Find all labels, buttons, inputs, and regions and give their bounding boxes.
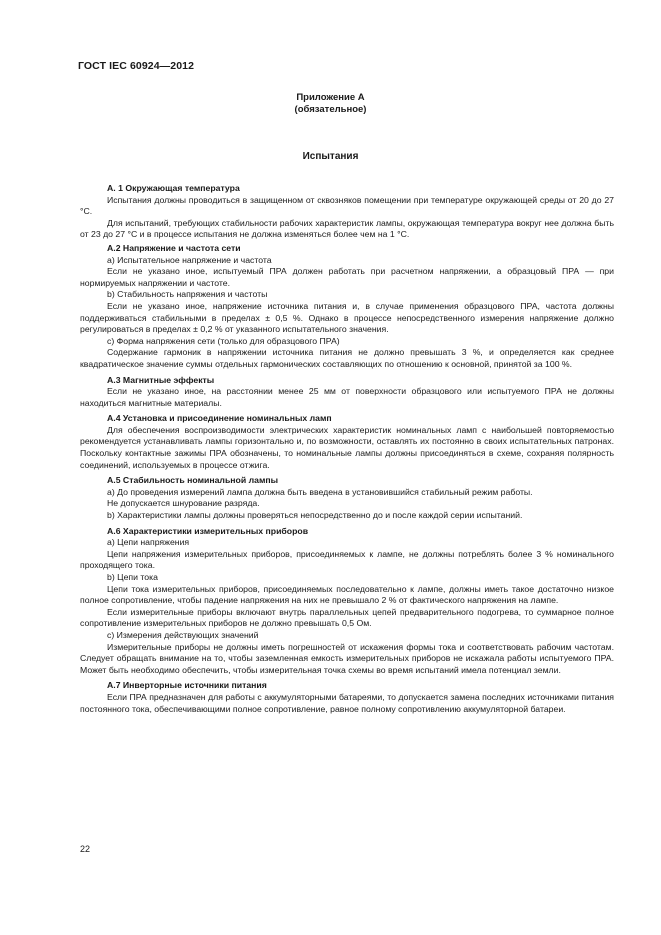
list-item: b) Стабильность напряжения и частоты <box>107 289 268 300</box>
section-title: Испытания <box>302 151 359 162</box>
heading-a2: А.2 Напряжение и частота сети <box>107 242 241 253</box>
heading-a6: А.6 Характеристики измерительных приборов <box>107 525 309 536</box>
heading-a5: А.5 Стабильность номинальной лампы <box>107 475 279 486</box>
list-item: b) Характеристики лампы должны проверяться непосредственно до и после каждой серии испытаний. <box>107 510 523 521</box>
paragraph: Не допускается шнурование разряда. <box>107 498 260 509</box>
document-body <box>80 183 614 715</box>
page-number: 22 <box>80 844 91 854</box>
paragraph: Цепи тока измерительных приборов, присоединяемых последовательно к лампе, должны иметь такое достаточно низкое полное сопротивление, чтобы падение напряжения на них не превышало 2 % от фактического напряжения на лампе. <box>80 583 614 606</box>
paragraph: Содержание гармоник в напряжении источника питания не должно превышать 3 %, и определяется как среднее квадратическое значение суммы отдельных гармонических составляющих по отношению к основной, принятой за 100 %. <box>80 347 614 369</box>
list-item: b) Цепи тока <box>107 572 158 582</box>
appendix-title: Приложение А <box>296 92 365 103</box>
list-item: а) До проведения измерений лампа должна быть введена в установившийся стабильный режим работы. <box>107 486 533 497</box>
list-item: а) Испытательное напряжение и частота <box>107 254 272 265</box>
paragraph: Если не указано иное, испытуемый ПРА должен работать при расчетном напряжении, а образцовый ПРА — при нормируемых напряжении и частоте. <box>80 266 614 288</box>
heading-a7: А.7 Инверторные источники питания <box>107 680 267 691</box>
list-item: с) Измерения действующих значений <box>107 629 259 640</box>
paragraph: Для испытаний, требующих стабильности рабочих характеристик лампы, окружающая температура вокруг нее должна быть от 23 до 27 °С и в процессе испытания не должна изменяться более чем на 1 °С. <box>80 217 614 240</box>
paragraph: Если не указано иное, напряжение источника питания и, в случае применения образцового ПРА, частота должны поддерживаться стабильными в пределах ± 0,5 %. Однако в процессе непосредственного измерения напряжение должно регулироваться в пределах ± 0,2 % от указанного испытательного значения. <box>80 300 614 335</box>
document-header: ГОСТ IEC 60924—2012 <box>78 60 195 72</box>
paragraph: Цепи напряжения измерительных приборов, присоединяемых к лампе, не должны потреблять более 3 % номинального проходящего тока. <box>80 548 614 571</box>
paragraph: Если не указано иное, на расстоянии менее 25 мм от поверхности образцового или испытуемого ПРА не должны находиться магнитные материалы. <box>80 386 614 408</box>
list-item: а) Цепи напряжения <box>107 537 190 548</box>
list-item: с) Форма напряжения сети (только для образцового ПРА) <box>107 335 340 346</box>
paragraph: Если ПРА предназначен для работы с аккумуляторными батареями, то допускается замена последних источниками питания постоянного тока, обеспечивающими полное сопротивление, равное полному сопротивлению аккумуляторной батареи. <box>80 691 614 714</box>
paragraph: Измерительные приборы не должны иметь погрешностей от искажения формы тока и соответствовать рабочим частотам. Следует обращать внимание на то, чтобы заземленная емкость измерительных приборов не искажала работы испытуемого ПРА. Может быть необходимо обеспечить, чтобы измерительная точка схемы во время испытаний имела потенциал земли. <box>80 641 614 675</box>
paragraph: Если измерительные приборы включают внутрь параллельных цепей предварительного подогрева, то суммарное полное сопротивление измерительных приборов не должно превышать 0,5 Ом. <box>80 606 614 629</box>
heading-a1: А. 1 Окружающая температура <box>107 183 240 193</box>
heading-a3: А.3 Магнитные эффекты <box>107 374 215 385</box>
heading-a4: А.4 Установка и присоединение номинальных ламп <box>107 413 332 424</box>
paragraph: Для обеспечения воспроизводимости электрических характеристик номинальных ламп с наибольшей повторяемостью рекомендуется устанавливать лампы горизонтально и, по возможности, оставлять их постоянно в своих испытательных патронах. Поскольку контактные зажимы ПРА обозначены, то номинальные лампы должны присоединяться в схеме, сохраняя полярность соединений, используемых в процессе отжига. <box>80 424 614 470</box>
paragraph: Испытания должны проводиться в защищенном от сквозняков помещении при температуре окружающей среды от 20 до 27 °С. <box>80 194 614 217</box>
appendix-subtitle: (обязательное) <box>294 104 367 115</box>
